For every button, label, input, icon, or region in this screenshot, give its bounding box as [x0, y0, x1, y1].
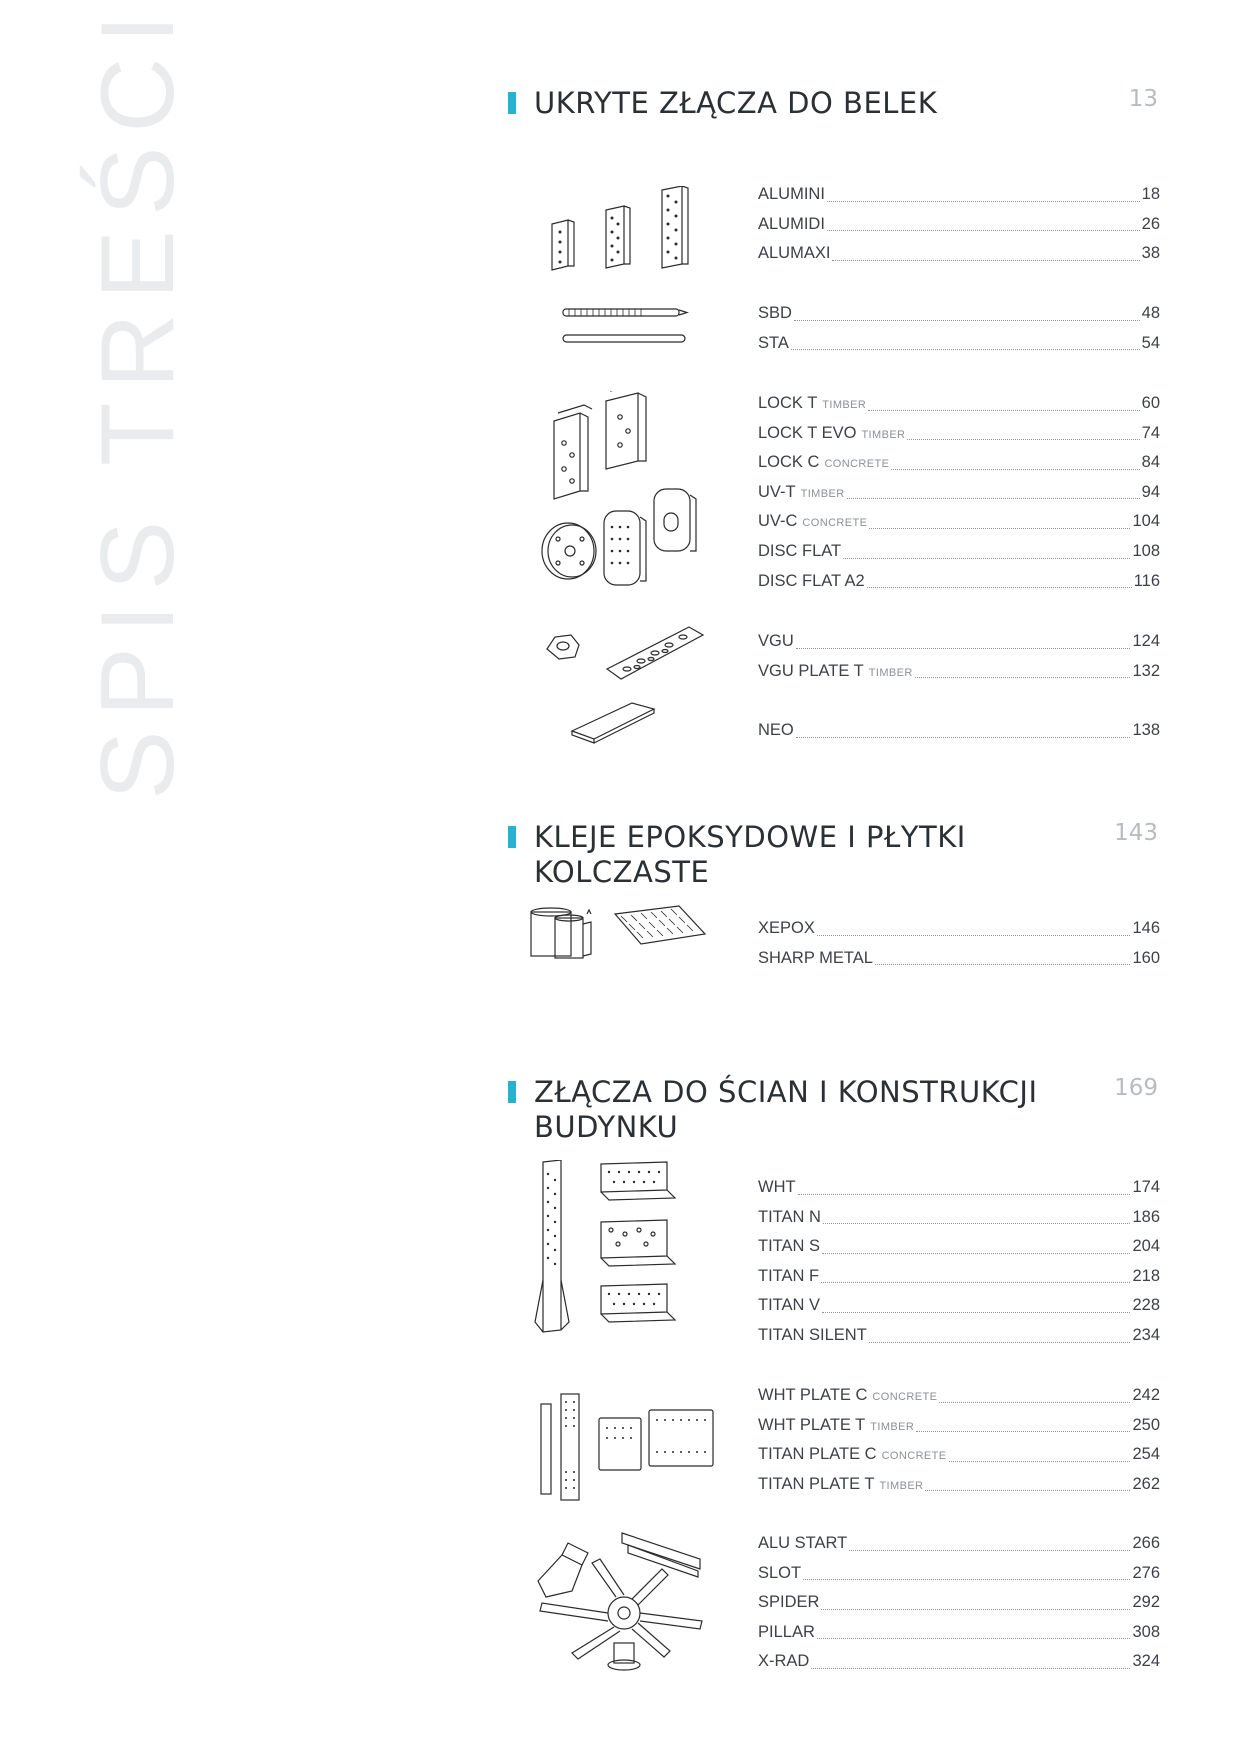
toc-entry[interactable]: XEPOX 146: [758, 919, 1160, 937]
side-title: SPIS TREŚCI: [80, 0, 196, 800]
toc-entry[interactable]: ALUMINI 18: [758, 185, 1160, 203]
toc-entry[interactable]: VGU 124: [758, 632, 1160, 650]
section-page-number: 13: [1128, 86, 1158, 112]
dowel-product-illustration: [561, 305, 691, 347]
toc-entry[interactable]: TITAN F 218: [758, 1266, 1160, 1285]
section-title: KLEJE EPOKSYDOWE I PŁYTKI KOLCZASTE: [534, 820, 966, 889]
toc-entry[interactable]: TITAN N 186: [758, 1207, 1160, 1226]
toc-entry[interactable]: DISC FLAT A2 116: [758, 571, 1160, 590]
section-accent-bar: [508, 826, 516, 848]
section-accent-bar: [508, 1081, 516, 1103]
section-header-epoxy-and-plates: [508, 820, 1158, 892]
toc-entry[interactable]: UV-C CONCRETE 104: [758, 512, 1160, 531]
xepox-sharp-metal-illustration: [529, 904, 709, 960]
section-title: UKRYTE ZŁĄCZA DO BELEK: [534, 86, 938, 120]
toc-entry[interactable]: TITAN PLATE C CONCRETE 254: [758, 1445, 1160, 1464]
toc-group-alu: [758, 180, 1160, 269]
toc-entry[interactable]: UV-T TIMBER 94: [758, 482, 1160, 501]
toc-entry[interactable]: SBD 48: [758, 304, 1160, 322]
toc-entry[interactable]: LOCK T TIMBER 60: [758, 394, 1160, 412]
toc-entry[interactable]: TITAN PLATE T TIMBER 262: [758, 1474, 1160, 1493]
section-header-hidden-beam-connectors: [508, 86, 1158, 126]
section-header-wall-connectors: [508, 1075, 1158, 1147]
toc-entry[interactable]: WHT PLATE T TIMBER 250: [758, 1415, 1160, 1434]
toc-entry[interactable]: WHT 174: [758, 1178, 1160, 1196]
toc-entry[interactable]: LOCK T EVO TIMBER 74: [758, 423, 1160, 442]
toc-entry[interactable]: ALUMIDI 26: [758, 214, 1160, 233]
toc-group-structural: [758, 1529, 1160, 1677]
toc-group-neo: [758, 716, 1160, 746]
spider-pillar-illustration: [532, 1525, 712, 1675]
toc-entry[interactable]: SHARP METAL 160: [758, 948, 1160, 967]
plates-illustration: [537, 1392, 717, 1502]
toc-group-dowels: [758, 299, 1160, 358]
section-title: ZŁĄCZA DO ŚCIAN I KONSTRUKCJI BUDYNKU: [534, 1075, 1038, 1144]
toc-entry[interactable]: TITAN S 204: [758, 1237, 1160, 1256]
section-accent-bar: [508, 92, 516, 114]
toc-group-titan: [758, 1173, 1160, 1351]
toc-group-vgu: [758, 627, 1160, 686]
neo-product-illustration: [570, 699, 660, 745]
toc-group-plates: [758, 1381, 1160, 1499]
toc-entry[interactable]: TITAN V 228: [758, 1296, 1160, 1315]
toc-entry[interactable]: X-RAD 324: [758, 1652, 1160, 1671]
toc-entry[interactable]: VGU PLATE T TIMBER 132: [758, 661, 1160, 680]
toc-entry[interactable]: NEO 138: [758, 721, 1160, 739]
toc-entry[interactable]: LOCK C CONCRETE 84: [758, 453, 1160, 472]
toc-entry[interactable]: PILLAR 308: [758, 1622, 1160, 1641]
toc-entry[interactable]: WHT PLATE C CONCRETE 242: [758, 1386, 1160, 1404]
section-page-number: 143: [1114, 820, 1158, 846]
toc-entry[interactable]: SLOT 276: [758, 1563, 1160, 1582]
alumini-product-illustration: [548, 186, 708, 272]
toc-entry[interactable]: TITAN SILENT 234: [758, 1325, 1160, 1344]
wht-titan-illustration: [533, 1160, 693, 1340]
toc-entry[interactable]: STA 54: [758, 333, 1160, 352]
toc-entry[interactable]: DISC FLAT 108: [758, 541, 1160, 560]
toc-group-lock: [758, 389, 1160, 596]
toc-entry[interactable]: ALU START 266: [758, 1534, 1160, 1552]
section-page-number: 169: [1114, 1075, 1158, 1101]
toc-entry[interactable]: SPIDER 292: [758, 1593, 1160, 1612]
toc-group-xepox: [758, 914, 1160, 973]
lock-product-illustration: [540, 391, 720, 591]
toc-entry[interactable]: ALUMAXI 38: [758, 244, 1160, 263]
vgu-product-illustration: [543, 625, 713, 683]
